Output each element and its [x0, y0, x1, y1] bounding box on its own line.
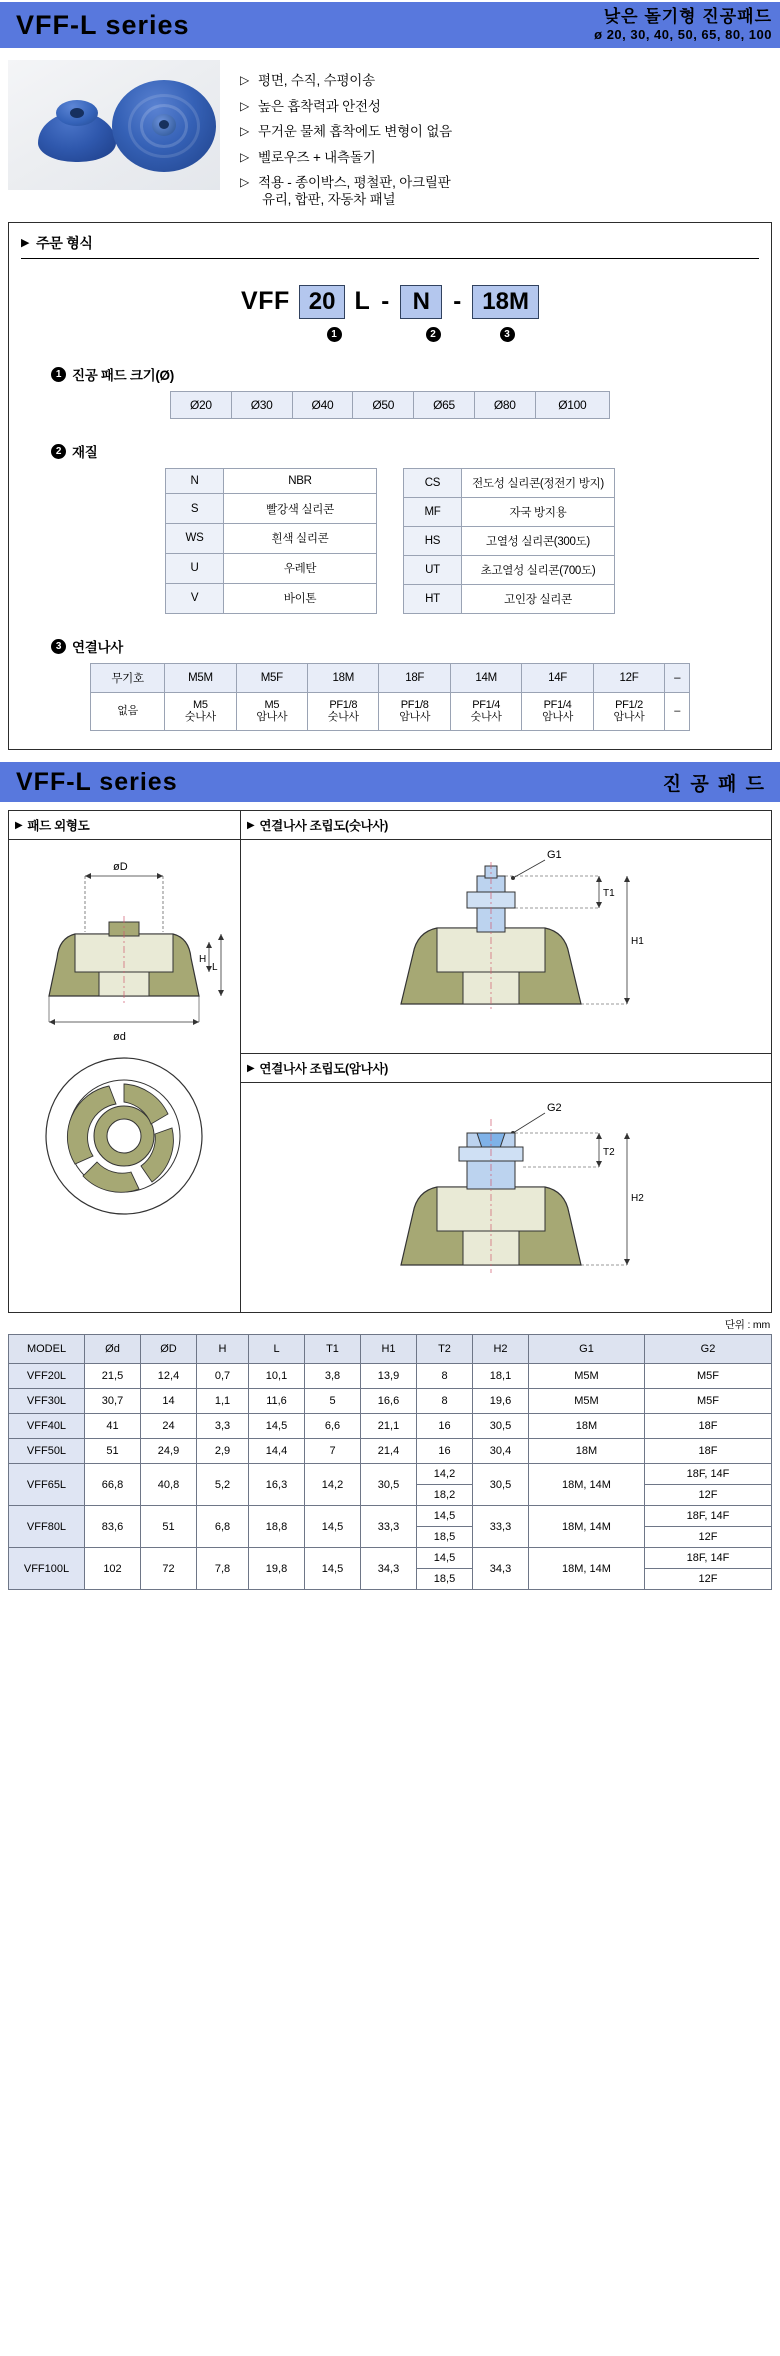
- svg-text:T1: T1: [603, 888, 615, 900]
- list-item: [240, 151, 780, 165]
- table-cell: 14,2: [305, 1464, 361, 1506]
- col-h: H: [197, 1335, 249, 1364]
- table-cell: 66,8: [85, 1464, 141, 1506]
- thread-desc: [593, 692, 664, 731]
- table-row: [9, 1464, 772, 1506]
- marker-3: 3: [500, 327, 515, 342]
- material-code: U: [166, 553, 224, 583]
- section-label: 진 공 패 드: [662, 773, 766, 795]
- col-g2: G2: [645, 1335, 772, 1364]
- table-row: [9, 1414, 772, 1439]
- col-t2: T2: [417, 1335, 473, 1364]
- table-cell: 16,3: [249, 1464, 305, 1506]
- table-cell: 21,4: [361, 1439, 417, 1464]
- thread-desc: [522, 692, 593, 731]
- table-cell: 40,8: [141, 1464, 197, 1506]
- table-cell-model: VFF100L: [9, 1548, 85, 1590]
- table-cell: 13,9: [361, 1364, 417, 1389]
- table-cell: 30,5: [473, 1414, 529, 1439]
- table-cell: 18M, 14M: [529, 1464, 645, 1506]
- product-photo-area: [8, 60, 228, 208]
- table-subcell: 14,5: [417, 1506, 472, 1527]
- triangle-bullet-icon: ▶: [247, 1062, 255, 1074]
- table-cell: Ø65: [414, 391, 475, 418]
- table-row: [166, 583, 377, 613]
- table-cell: 12,4: [141, 1364, 197, 1389]
- table-cell: 51: [141, 1506, 197, 1548]
- material-name: 빨강색 실리콘: [224, 494, 377, 524]
- table-row: [166, 524, 377, 554]
- female-thread-body: [241, 1083, 771, 1312]
- table-cell: 30,7: [85, 1389, 141, 1414]
- svg-text:ød: ød: [113, 1031, 126, 1044]
- section-title: 주문 형식: [36, 234, 93, 251]
- assembly-drawings-panel: [241, 811, 771, 1312]
- banner-right-block: [594, 8, 772, 41]
- table-cell: 41: [85, 1414, 141, 1439]
- table-row: [404, 526, 615, 555]
- triangle-bullet-icon: ▷: [240, 124, 250, 138]
- thread-desc-line2: 숫나사: [470, 711, 502, 724]
- table-cell: 83,6: [85, 1506, 141, 1548]
- table-cell: 33,3: [473, 1506, 529, 1548]
- table-cell-split: [645, 1506, 772, 1548]
- table-row: [404, 555, 615, 584]
- table-cell: 3,3: [197, 1414, 249, 1439]
- material-code: HS: [404, 526, 462, 555]
- thread-code: 14M: [450, 663, 521, 692]
- table-cell-split: [645, 1464, 772, 1506]
- diameter-range: ø 20, 30, 40, 50, 65, 80, 100: [594, 26, 772, 42]
- male-thread-heading: [241, 811, 771, 840]
- code-series: L: [354, 287, 371, 315]
- table-cell: 14,5: [305, 1506, 361, 1548]
- material-code: CS: [404, 468, 462, 497]
- table-cell-split: [645, 1548, 772, 1590]
- table-cell: 18M: [529, 1439, 645, 1464]
- table-row: [171, 391, 610, 418]
- product-series-title: VFF-L series: [16, 9, 190, 40]
- col-od-big: ØD: [141, 1335, 197, 1364]
- table-cell: 34,3: [473, 1548, 529, 1590]
- table-cell: Ø100: [535, 391, 609, 418]
- section-title: 진공 패드 크기(Ø): [72, 367, 174, 383]
- table-cell: M5F: [645, 1389, 772, 1414]
- table-cell-model: VFF65L: [9, 1464, 85, 1506]
- table-header-row: [9, 1335, 772, 1364]
- table-row: [9, 1439, 772, 1464]
- table-cell: 18F: [645, 1414, 772, 1439]
- table-cell: Ø20: [171, 391, 232, 418]
- outline-drawing-panel: [9, 811, 241, 1312]
- material-name: NBR: [224, 468, 377, 494]
- table-cell: 7,8: [197, 1548, 249, 1590]
- table-cell: 8: [417, 1364, 473, 1389]
- col-od-small: Ød: [85, 1335, 141, 1364]
- marker-3: 3: [51, 639, 66, 654]
- male-thread-body: [241, 840, 771, 1054]
- material-code: UT: [404, 555, 462, 584]
- table-cell-model: VFF20L: [9, 1364, 85, 1389]
- material-name: 우레탄: [224, 553, 377, 583]
- triangle-bullet-icon: ▷: [240, 73, 250, 87]
- table-row: [9, 1389, 772, 1414]
- thread-section: [21, 636, 759, 732]
- thread-code: M5M: [165, 663, 236, 692]
- col-model: MODEL: [9, 1335, 85, 1364]
- table-row: [9, 1548, 772, 1590]
- table-cell: 18M, 14M: [529, 1506, 645, 1548]
- section-title: 재질: [72, 444, 98, 460]
- thread-desc-line2: 암나사: [256, 711, 288, 724]
- divider: [21, 258, 759, 259]
- male-thread-assembly-svg: [245, 846, 745, 1042]
- table-cell: 10,1: [249, 1364, 305, 1389]
- table-cell-split: [417, 1548, 473, 1590]
- table-cell: 30,5: [473, 1464, 529, 1506]
- thread-desc-line1: PF1/4: [543, 698, 572, 711]
- order-code-row: [21, 285, 759, 319]
- order-code-markers: [21, 324, 759, 342]
- table-subcell: 18F, 14F: [645, 1506, 771, 1527]
- material-name: 고열성 실리콘(300도): [462, 526, 615, 555]
- svg-text:H1: H1: [631, 936, 644, 948]
- table-cell: 2,9: [197, 1439, 249, 1464]
- table-subcell: 18,5: [433, 1531, 456, 1544]
- table-cell-model: VFF40L: [9, 1414, 85, 1439]
- table-cell-split: [417, 1464, 473, 1506]
- material-table-left: [165, 468, 377, 614]
- vacuum-pad-top-view-icon: [112, 74, 216, 178]
- table-subcell: 18,2: [433, 1489, 456, 1502]
- table-cell: M5M: [529, 1389, 645, 1414]
- code-dash-1: -: [381, 287, 390, 315]
- table-cell: Ø30: [231, 391, 292, 418]
- table-cell: 16,6: [361, 1389, 417, 1414]
- table-cell: 19,6: [473, 1389, 529, 1414]
- table-cell: 14,5: [305, 1548, 361, 1590]
- table-cell: 33,3: [361, 1506, 417, 1548]
- table-cell: M5F: [645, 1364, 772, 1389]
- table-cell: 18,1: [473, 1364, 529, 1389]
- table-cell: 30,4: [473, 1439, 529, 1464]
- table-cell: 14,5: [249, 1414, 305, 1439]
- material-section: [21, 441, 759, 614]
- table-row: [404, 584, 615, 613]
- thread-code: 무기호: [91, 663, 165, 692]
- heading-text: 패드 외형도: [27, 819, 90, 834]
- table-row: [404, 497, 615, 526]
- table-cell: 16: [417, 1414, 473, 1439]
- table-cell: Ø50: [353, 391, 414, 418]
- thread-desc: [91, 692, 165, 731]
- table-cell: M5M: [529, 1364, 645, 1389]
- table-cell: 7: [305, 1439, 361, 1464]
- col-g1: G1: [529, 1335, 645, 1364]
- triangle-bullet-icon: ▶: [15, 819, 23, 831]
- product-subtitle: 낮은 돌기형 진공패드: [603, 7, 772, 27]
- size-section-heading: [51, 364, 759, 384]
- table-row: [9, 1364, 772, 1389]
- material-name: 전도성 실리콘(정전기 방지): [462, 468, 615, 497]
- order-format-box: [8, 222, 772, 751]
- drawings-panel: [8, 810, 772, 1313]
- table-row: [166, 553, 377, 583]
- table-row: [404, 468, 615, 497]
- thread-desc-line2: 숫나사: [327, 711, 359, 724]
- thread-code: –: [665, 663, 690, 692]
- table-cell: 0,7: [197, 1364, 249, 1389]
- thread-code: 14F: [522, 663, 593, 692]
- material-section-heading: [51, 441, 759, 461]
- table-cell: 102: [85, 1548, 141, 1590]
- col-h2: H2: [473, 1335, 529, 1364]
- thread-code: 12F: [593, 663, 664, 692]
- thread-desc-line1: –: [674, 704, 681, 717]
- vacuum-pad-side-view-icon: [34, 86, 120, 164]
- feature-continuation-text: 유리, 합판, 자동차 패널: [262, 191, 396, 207]
- triangle-bullet-icon: ▶: [21, 237, 30, 249]
- table-cell-split: [417, 1506, 473, 1548]
- table-cell: 21,1: [361, 1414, 417, 1439]
- section-banner: [0, 762, 780, 802]
- female-thread-assembly-svg: [245, 1089, 745, 1301]
- code-thread-box[interactable]: 18M: [472, 285, 539, 319]
- material-code: WS: [166, 524, 224, 554]
- triangle-bullet-icon: ▷: [240, 98, 250, 113]
- thread-desc-line2: 암나사: [542, 711, 574, 724]
- table-cell: 14,4: [249, 1439, 305, 1464]
- svg-text:T2: T2: [603, 1147, 615, 1159]
- table-cell: 18,8: [249, 1506, 305, 1548]
- table-cell: 3,8: [305, 1364, 361, 1389]
- feature-text: 벨로우즈 + 내측돌기: [258, 149, 376, 165]
- table-cell: 21,5: [85, 1364, 141, 1389]
- table-cell: 24: [141, 1414, 197, 1439]
- material-name: 자국 방지용: [462, 497, 615, 526]
- outline-drawing-heading: [9, 811, 240, 840]
- outline-drawing-body: [9, 840, 240, 1247]
- thread-desc: [236, 692, 307, 731]
- table-subcell: 18F, 14F: [645, 1548, 771, 1569]
- size-section: [21, 364, 759, 419]
- pad-outline-svg: [13, 846, 235, 1236]
- svg-text:G1: G1: [547, 849, 562, 862]
- series-title-2: VFF-L series: [16, 767, 178, 796]
- triangle-bullet-icon: ▶: [247, 819, 255, 831]
- table-cell: Ø40: [292, 391, 353, 418]
- feature-list: [228, 60, 780, 208]
- feature-text: 높은 흡착력과 안전성: [258, 98, 381, 114]
- material-code: S: [166, 494, 224, 524]
- thread-desc-line1: PF1/4: [472, 698, 501, 711]
- top-banner: [0, 0, 780, 48]
- table-subcell: 18F, 14F: [645, 1464, 771, 1485]
- table-cell: 19,8: [249, 1548, 305, 1590]
- thread-desc-line1: M5: [193, 698, 208, 711]
- unit-note: 단위 : mm: [724, 1319, 770, 1332]
- triangle-bullet-icon: ▷: [240, 149, 250, 164]
- list-item: [240, 100, 780, 114]
- table-cell: 11,6: [249, 1389, 305, 1414]
- marker-2: 2: [51, 444, 66, 459]
- svg-text:L: L: [212, 962, 218, 974]
- heading-text: 연결나사 조립도(숫나사): [259, 819, 389, 834]
- pad-size-table: [170, 391, 610, 419]
- thread-desc-line1: 없음: [117, 704, 138, 717]
- heading-text: 연결나사 조립도(암나사): [259, 1062, 389, 1077]
- code-dash-2: -: [453, 287, 462, 315]
- table-cell: 8: [417, 1389, 473, 1414]
- table-cell-model: VFF80L: [9, 1506, 85, 1548]
- thread-code: 18F: [379, 663, 450, 692]
- table-cell-model: VFF50L: [9, 1439, 85, 1464]
- section-title: 연결나사: [72, 639, 123, 655]
- material-name: 초고열성 실리콘(700도): [462, 555, 615, 584]
- table-cell: 16: [417, 1439, 473, 1464]
- thread-desc: [450, 692, 521, 731]
- material-code: MF: [404, 497, 462, 526]
- dimension-table-body: [9, 1364, 772, 1590]
- col-h1: H1: [361, 1335, 417, 1364]
- material-name: 고인장 실리콘: [462, 584, 615, 613]
- table-cell: 14: [141, 1389, 197, 1414]
- svg-text:H2: H2: [631, 1193, 644, 1205]
- svg-text:øD: øD: [113, 861, 128, 874]
- thread-desc-line2: 암나사: [399, 711, 431, 724]
- svg-text:G2: G2: [547, 1102, 562, 1115]
- marker-2: 2: [426, 327, 441, 342]
- table-cell: 51: [85, 1439, 141, 1464]
- thread-desc-line1: PF1/8: [400, 698, 429, 711]
- table-subcell: 12F: [698, 1531, 718, 1544]
- order-format-heading: [21, 233, 759, 258]
- material-code: HT: [404, 584, 462, 613]
- table-cell-model: VFF30L: [9, 1389, 85, 1414]
- table-cell: 6,6: [305, 1414, 361, 1439]
- table-cell: 6,8: [197, 1506, 249, 1548]
- thread-desc-line1: PF1/8: [329, 698, 358, 711]
- thread-desc: [379, 692, 450, 731]
- feature-text: 적용 - 종이박스, 평철판, 아크릴판: [258, 175, 451, 190]
- material-name: 흰색 실리콘: [224, 524, 377, 554]
- table-cell: 24,9: [141, 1439, 197, 1464]
- col-t1: T1: [305, 1335, 361, 1364]
- triangle-bullet-icon: ▷: [240, 175, 250, 189]
- table-cell: 5,2: [197, 1464, 249, 1506]
- table-cell: 34,3: [361, 1548, 417, 1590]
- thread-code: 18M: [308, 663, 379, 692]
- marker-1: 1: [327, 327, 342, 342]
- table-row: [166, 468, 377, 494]
- table-subcell: 14,5: [417, 1548, 472, 1569]
- code-prefix: VFF: [241, 287, 290, 315]
- table-subcell: 18,5: [433, 1573, 456, 1586]
- table-cell: 18M: [529, 1414, 645, 1439]
- table-cell: 1,1: [197, 1389, 249, 1414]
- table-cell: 72: [141, 1548, 197, 1590]
- material-code: N: [166, 468, 224, 494]
- feature-text: 평면, 수직, 수평이송: [258, 73, 375, 88]
- material-code: V: [166, 583, 224, 613]
- list-item: [240, 125, 780, 139]
- thread-section-heading: [51, 636, 759, 656]
- table-cell: 18M, 14M: [529, 1548, 645, 1590]
- dimension-table: [8, 1334, 772, 1590]
- code-size-box[interactable]: 20: [299, 285, 346, 319]
- thread-desc-line1: PF1/2: [615, 698, 643, 711]
- table-cell: 5: [305, 1389, 361, 1414]
- code-material-box[interactable]: N: [400, 285, 442, 319]
- hero-section: [0, 48, 780, 218]
- col-l: L: [249, 1335, 305, 1364]
- thread-desc-line1: M5: [264, 698, 280, 711]
- thread-code: M5F: [236, 663, 307, 692]
- feature-text: 무거운 물체 흡착에도 변형이 없음: [258, 124, 453, 139]
- table-subcell: 12F: [698, 1573, 718, 1586]
- table-cell: Ø80: [474, 391, 535, 418]
- table-subcell: 14,2: [417, 1464, 472, 1485]
- material-tables: [21, 468, 759, 614]
- svg-text:H: H: [199, 954, 207, 966]
- table-row: [166, 494, 377, 524]
- material-name: 바이톤: [224, 583, 377, 613]
- table-row: [91, 663, 690, 692]
- table-cell: 30,5: [361, 1464, 417, 1506]
- thread-desc: [308, 692, 379, 731]
- material-table-right: [403, 468, 615, 614]
- thread-desc-line2: 숫나사: [184, 711, 216, 724]
- table-subcell: 12F: [698, 1489, 718, 1502]
- thread-desc: [665, 692, 690, 731]
- thread-desc-line2: 암나사: [613, 711, 645, 724]
- marker-1: 1: [51, 367, 66, 382]
- table-row: [9, 1506, 772, 1548]
- product-photo: [8, 60, 220, 190]
- table-cell: 18F: [645, 1439, 772, 1464]
- list-item: [240, 74, 780, 88]
- thread-table: [90, 663, 690, 732]
- female-thread-heading: [241, 1054, 771, 1083]
- table-row: [91, 692, 690, 731]
- thread-desc: [165, 692, 236, 731]
